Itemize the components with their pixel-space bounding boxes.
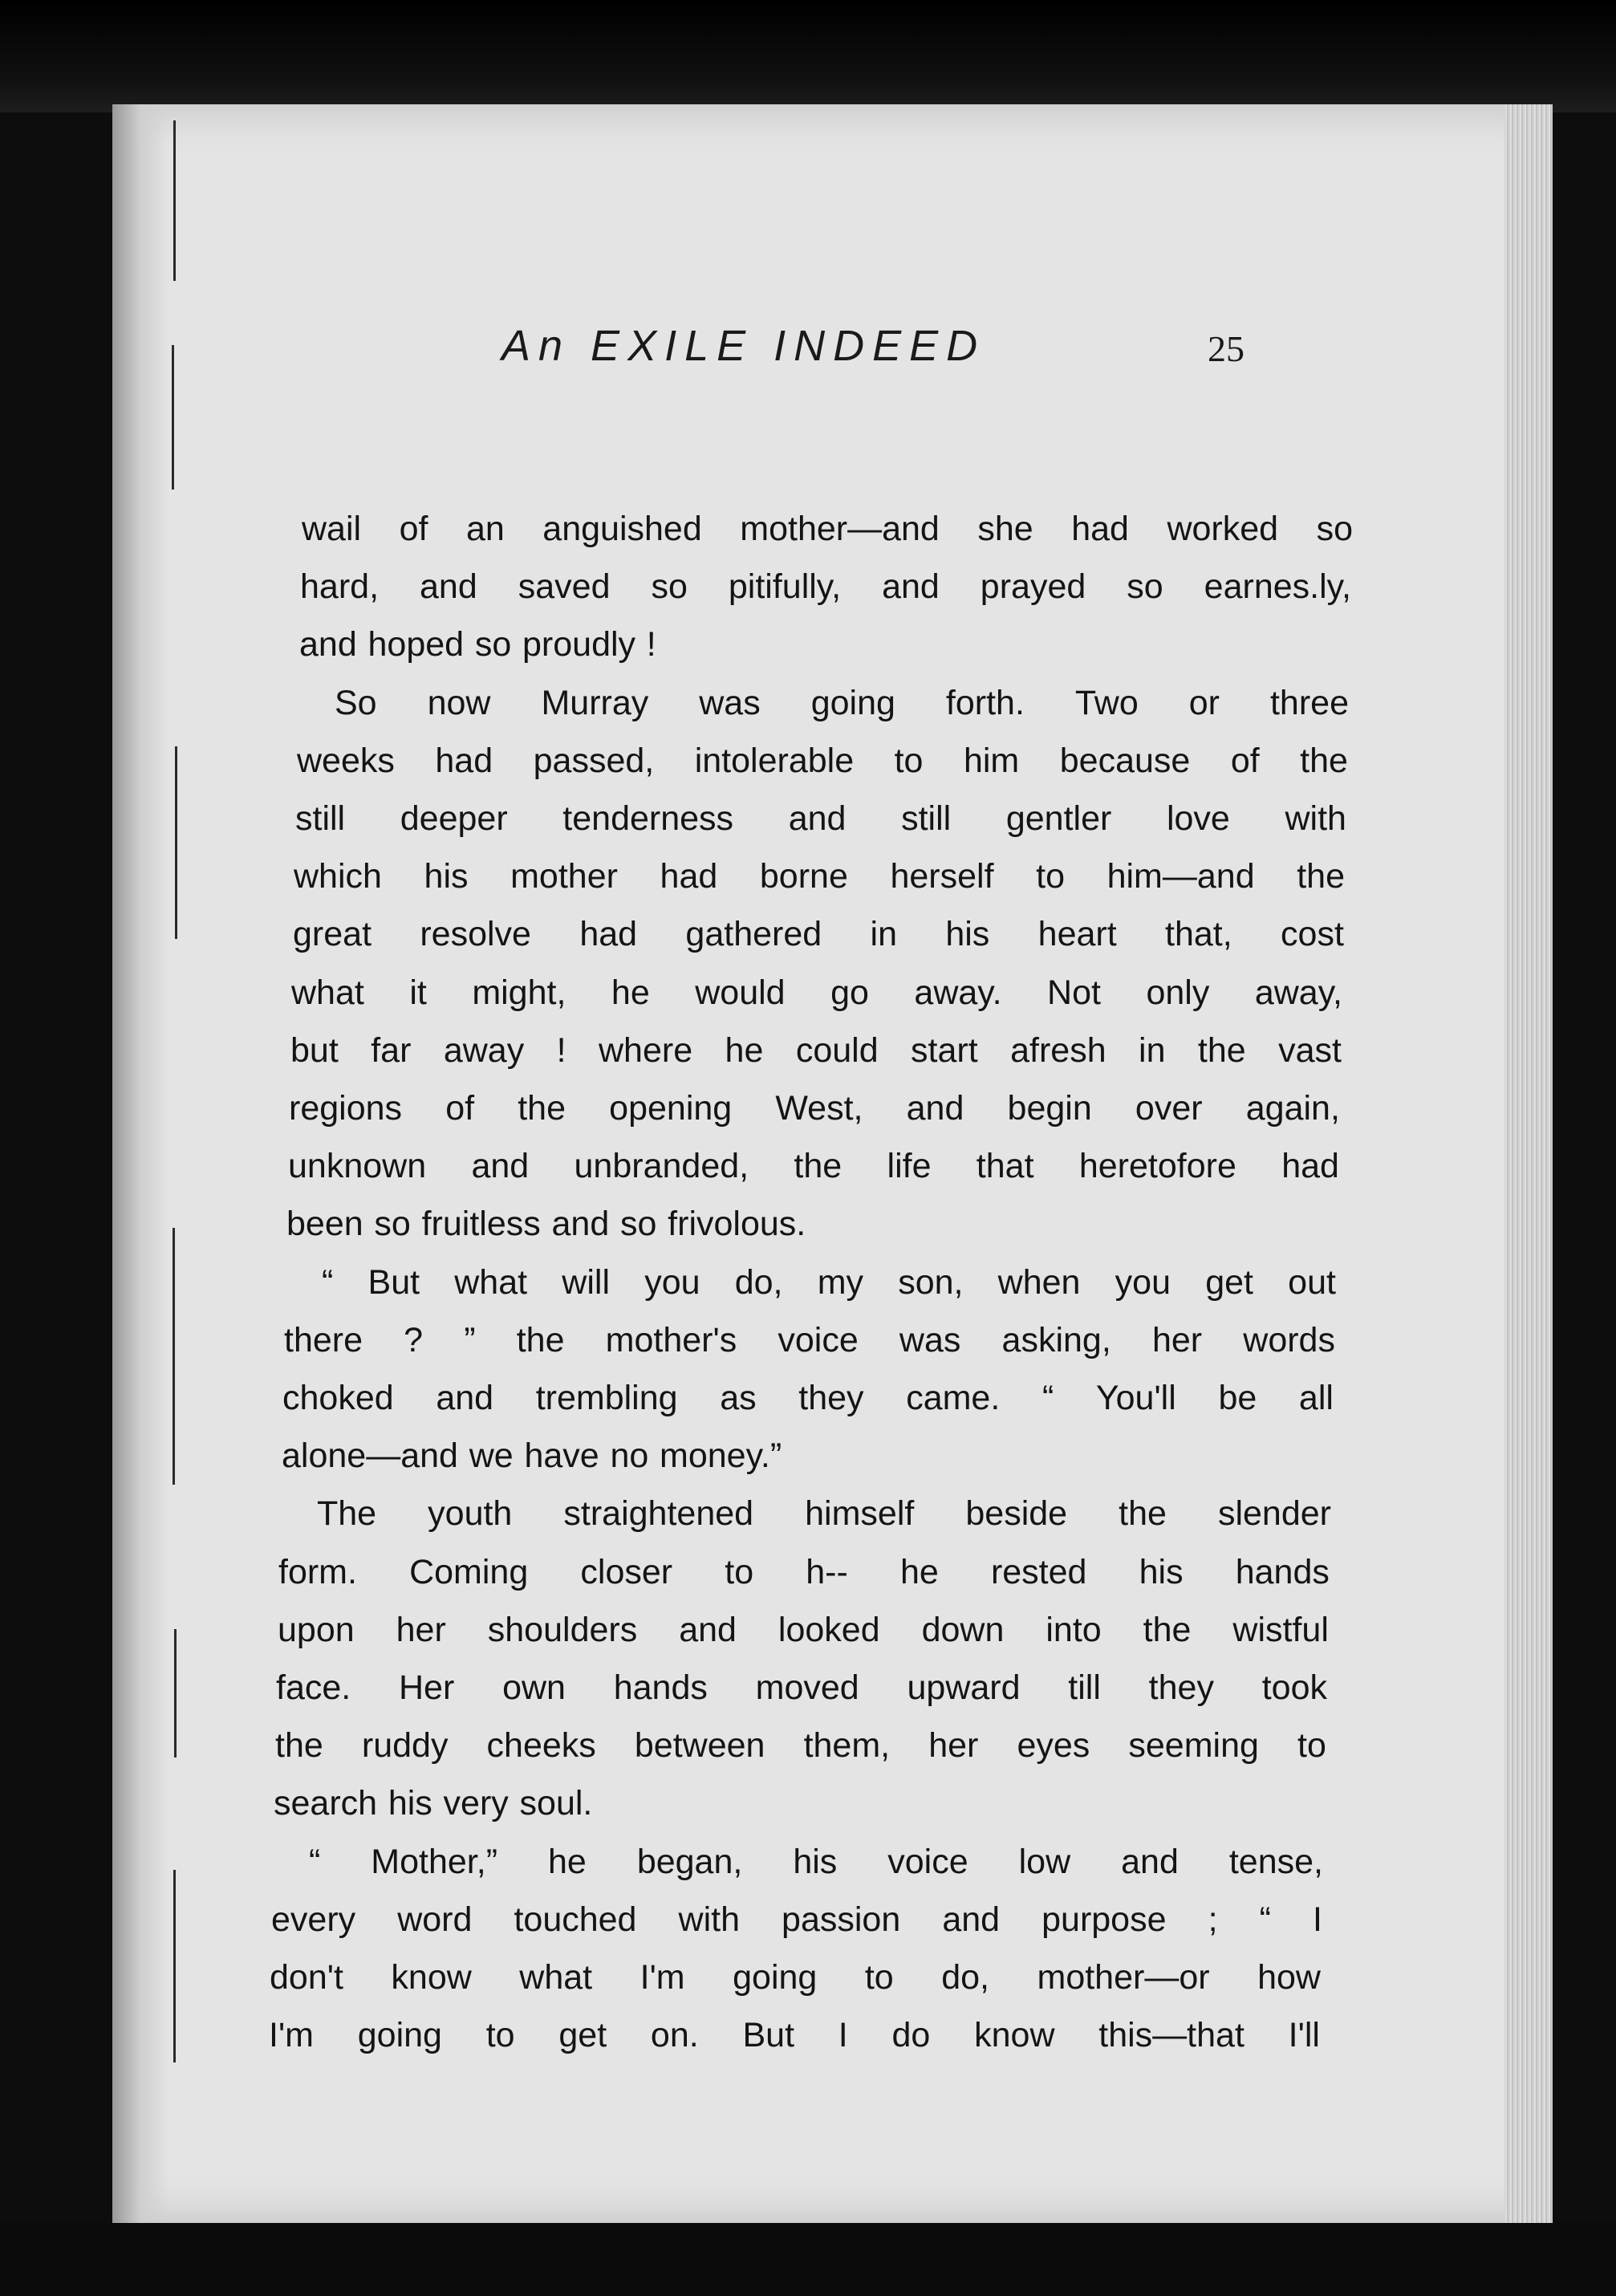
book-page: [112, 104, 1553, 2223]
text-line: form. Coming closer to h-- he rested his hands: [278, 1552, 1330, 1591]
page-stack-edge: [1504, 104, 1553, 2223]
text-line: weeks had passed, intolerable to him because of the: [297, 741, 1348, 780]
page-number: 25: [1208, 328, 1244, 369]
text-line: unknown and unbranded, the life that heretofore had: [288, 1147, 1339, 1186]
text-line: still deeper tenderness and still gentler love with: [295, 799, 1346, 838]
text-line: hard, and saved so pitifully, and prayed so earnes.ly,: [300, 567, 1351, 607]
text-line: don't know what I'm going to do, mother—or how: [270, 1958, 1321, 1997]
text-line: The youth straightened himself beside the slender: [317, 1494, 1331, 1534]
text-line: and hoped so proudly !: [299, 625, 656, 664]
page-header: [112, 321, 1553, 393]
text-line: been so fruitless and so frivolous.: [286, 1205, 806, 1244]
text-line: choked and trembling as they came. “ You'll be all: [282, 1379, 1334, 1417]
text-line: alone—and we have no money.”: [282, 1437, 782, 1476]
text-line: “ Mother,” he began, his voice low and tense,: [309, 1842, 1323, 1881]
running-head: An EXILE INDEED: [501, 322, 986, 370]
text-line: So now Murray was going forth. Two or three: [335, 683, 1349, 722]
text-line: what it might, he would go away. Not only away,: [291, 973, 1342, 1012]
gutter-marks: [170, 104, 202, 2223]
text-line: search his very soul.: [274, 1784, 593, 1823]
text-line: every word touched with passion and purpose ; “ I: [271, 1900, 1322, 1939]
text-line: great resolve had gathered in his heart that, cost: [293, 915, 1344, 954]
text-line: there ? ” the mother's voice was asking, her words: [284, 1320, 1335, 1359]
scan-background-bottom: [0, 2223, 1616, 2296]
text-line: which his mother had borne herself to him—and the: [294, 857, 1345, 896]
text-line: wail of an anguished mother—and she had worked so: [302, 510, 1353, 548]
page-gutter-shadow: [112, 104, 169, 2223]
text-line: I'm going to get on. But I do know this—that I'll: [269, 2016, 1320, 2055]
text-line: face. Her own hands moved upward till they took: [276, 1668, 1327, 1707]
text-line: the ruddy cheeks between them, her eyes seeming to: [275, 1726, 1326, 1766]
scan-background-top: [0, 0, 1616, 112]
text-line: “ But what will you do, my son, when you get out: [322, 1262, 1336, 1302]
text-line: but far away ! where he could start afresh in the vast: [290, 1030, 1342, 1070]
text-line: regions of the opening West, and begin over again,: [289, 1089, 1340, 1128]
text-line: upon her shoulders and looked down into the wistful: [278, 1610, 1329, 1649]
